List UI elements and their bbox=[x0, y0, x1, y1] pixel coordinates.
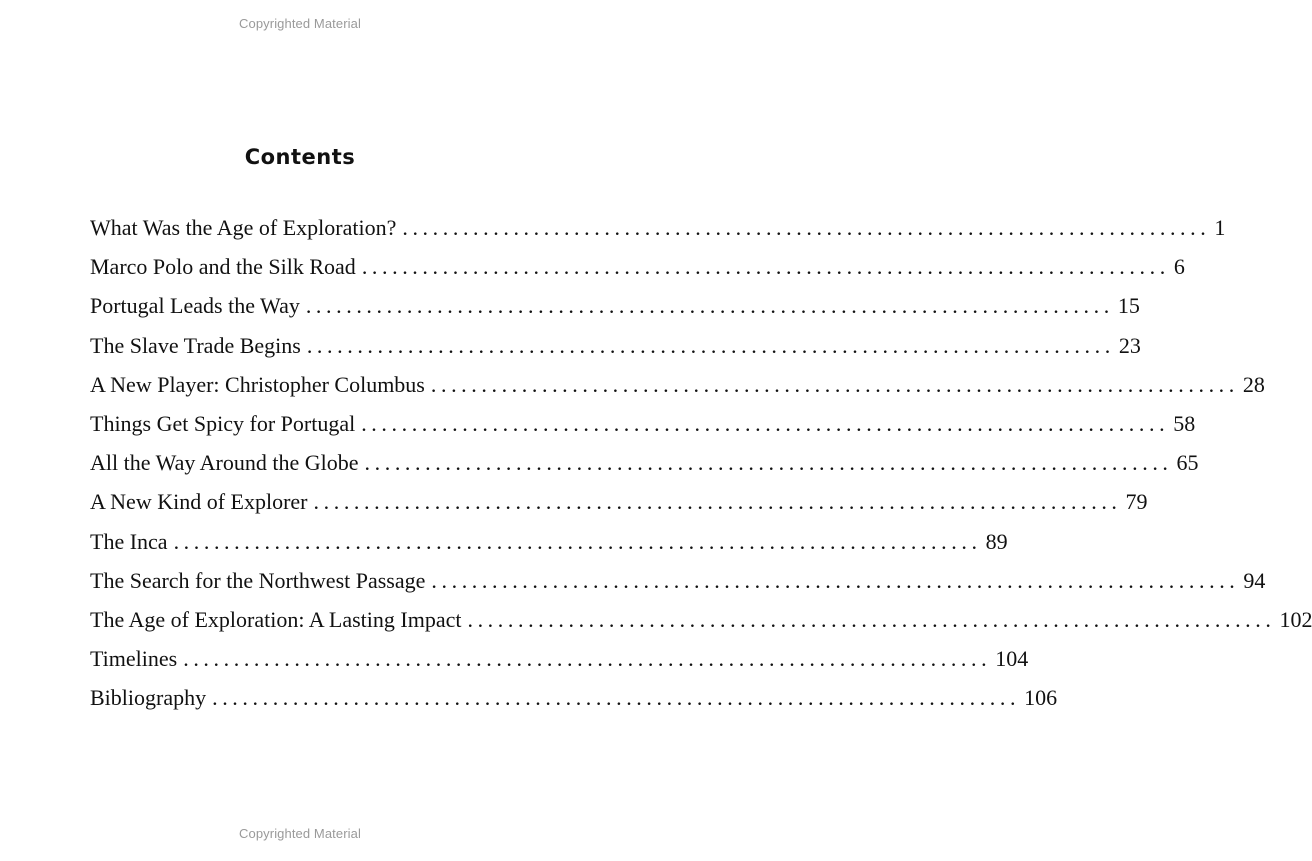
toc-entry bbox=[90, 208, 1226, 247]
toc-entry-page: 58 bbox=[1173, 410, 1196, 436]
toc-entry-page: 106 bbox=[1024, 685, 1058, 711]
dot-leader: ................................................................................ bbox=[173, 528, 982, 554]
dot-leader: ................................................................................ bbox=[306, 332, 1115, 358]
toc-entry bbox=[90, 247, 1185, 286]
toc-entry-page: 65 bbox=[1176, 450, 1199, 476]
dot-leader: ................................................................................ bbox=[212, 685, 1021, 711]
toc-entry bbox=[90, 639, 1029, 678]
dot-leader: ................................................................................ bbox=[431, 567, 1240, 593]
page-title: Contents bbox=[244, 145, 356, 169]
toc-entry bbox=[90, 482, 1148, 521]
toc-entry-title: Marco Polo and the Silk Road bbox=[90, 254, 356, 280]
toc-entry bbox=[90, 326, 1141, 365]
toc-entry bbox=[90, 678, 1058, 717]
toc-entry-title: What Was the Age of Exploration? bbox=[90, 215, 397, 240]
toc-entry-page: 1 bbox=[1214, 215, 1226, 240]
toc-entry-title: A New Kind of Explorer bbox=[90, 489, 308, 515]
toc-entry bbox=[90, 522, 1008, 561]
dot-leader: ................................................................................ bbox=[402, 215, 1211, 240]
toc-entry-page: 102 bbox=[1279, 606, 1312, 632]
toc-entry bbox=[90, 561, 1266, 600]
toc-entry-title: A New Player: Christopher Columbus bbox=[90, 371, 425, 397]
toc-entry-title: The Age of Exploration: A Lasting Impact bbox=[90, 606, 462, 632]
toc-entry-page: 89 bbox=[985, 528, 1008, 554]
copyright-watermark-bottom: Copyrighted Material bbox=[239, 826, 361, 841]
toc-entry-title: Bibliography bbox=[90, 685, 207, 711]
toc-entry bbox=[90, 600, 1312, 639]
toc-entry-page: 6 bbox=[1173, 254, 1185, 280]
dot-leader: ................................................................................ bbox=[467, 606, 1276, 632]
toc-entry-page: 104 bbox=[995, 646, 1029, 672]
toc-entry-title: Portugal Leads the Way bbox=[90, 293, 300, 319]
dot-leader: ................................................................................ bbox=[183, 646, 992, 672]
table-of-contents bbox=[90, 208, 1312, 717]
toc-entry-title: The Slave Trade Begins bbox=[90, 332, 301, 358]
toc-entry-page: 15 bbox=[1117, 293, 1140, 319]
toc-entry-title: The Inca bbox=[90, 528, 168, 554]
dot-leader: ................................................................................ bbox=[430, 371, 1239, 397]
toc-entry-title: The Search for the Northwest Passage bbox=[90, 567, 426, 593]
toc-entry-page: 28 bbox=[1242, 371, 1265, 397]
toc-entry-title: Timelines bbox=[90, 646, 178, 672]
toc-entry bbox=[90, 404, 1196, 443]
toc-entry-title: All the Way Around the Globe bbox=[90, 450, 359, 476]
dot-leader: ................................................................................ bbox=[364, 450, 1173, 476]
toc-entry-page: 23 bbox=[1118, 332, 1141, 358]
dot-leader: ................................................................................ bbox=[361, 410, 1170, 436]
copyright-watermark-top: Copyrighted Material bbox=[239, 16, 361, 31]
toc-entry-page: 79 bbox=[1125, 489, 1148, 515]
dot-leader: ................................................................................ bbox=[313, 489, 1122, 515]
dot-leader: ................................................................................ bbox=[305, 293, 1114, 319]
dot-leader: ................................................................................ bbox=[361, 254, 1170, 280]
toc-entry bbox=[90, 443, 1199, 482]
toc-entry-title: Things Get Spicy for Portugal bbox=[90, 410, 356, 436]
toc-entry-page: 94 bbox=[1243, 567, 1266, 593]
toc-entry bbox=[90, 365, 1265, 404]
toc-entry bbox=[90, 286, 1140, 325]
